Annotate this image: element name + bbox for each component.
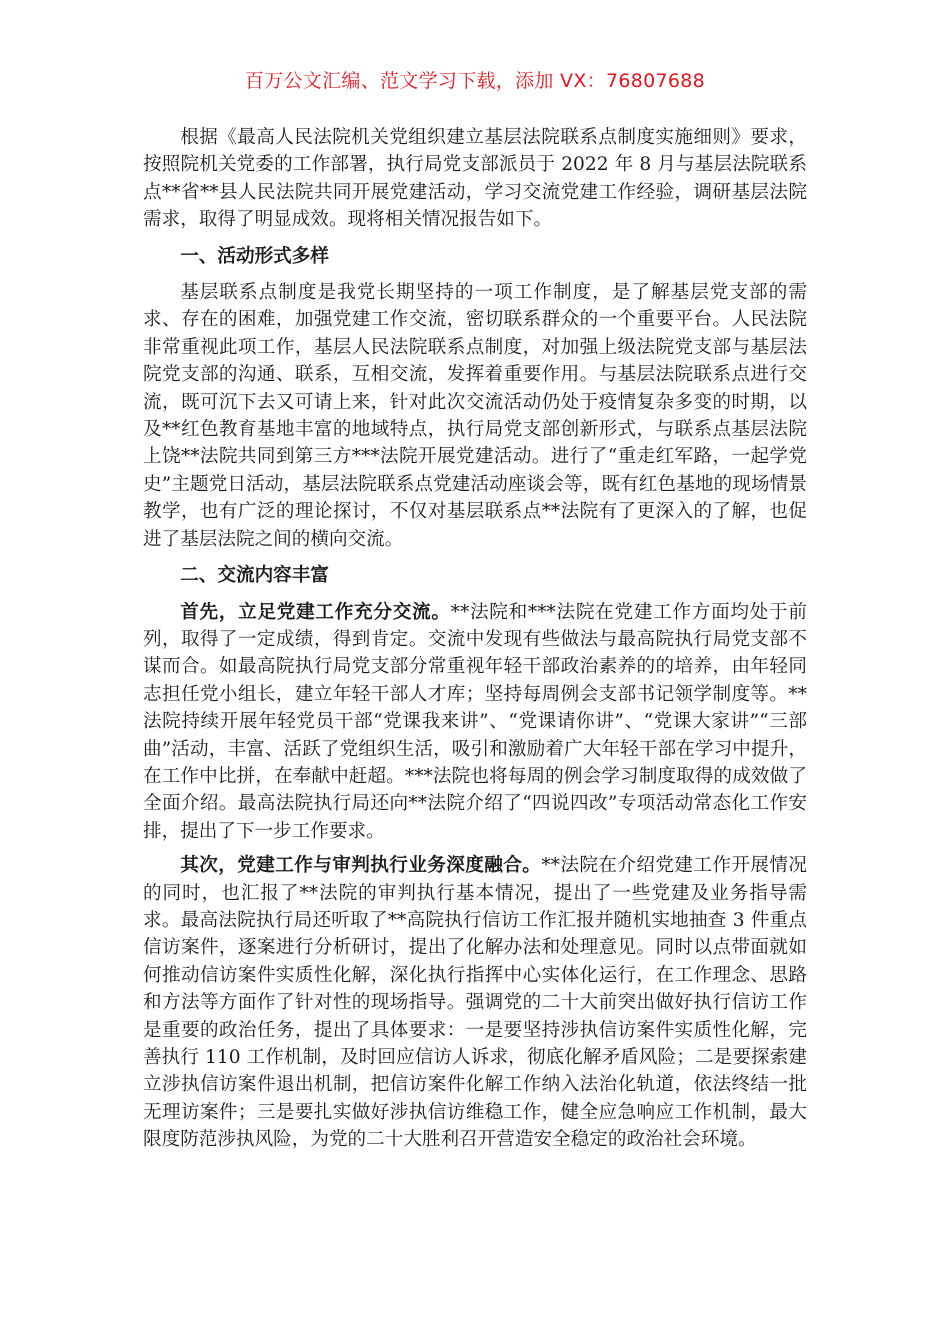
spacer	[143, 590, 807, 599]
spacer	[143, 234, 807, 243]
watermark-banner: 百万公文汇编、范文学习下载，添加 VX：76807688	[244, 70, 706, 92]
section1-paragraph: 基层联系点制度是我党长期坚持的一项工作制度，是了解基层党支部的需求、存在的困难，加强党建工作交流，密切联系群众的一个重要平台。人民法院非常重视此项工作，基层人民法院联系点制度，对加强上级法院党支部与基层法院党支部的沟通、联系，互相交流，发挥着重要作用。与基层法院联系点进行交流，既可沉下去又可请上来，针对此次交流活动仍处于疫情复杂多变的时期，以及**红色教育基地丰富的地域特点，执行局党支部创新形式，与联系点基层法院上饶**法院共同到第三方***法院开展党建活动。进行了“重走红军路，一起学党史”主题党日活动，基层法院联系点党建活动座谈会等，既有红色基地的现场情景教学，也有广泛的理论探讨，不仅对基层联系点**法院有了更深入的了解，也促进了基层法院之间的横向交流。	[143, 282, 807, 550]
section2-paragraph-2	[143, 852, 807, 1153]
section-heading-1: 一、活动形式多样	[180, 245, 329, 267]
spacer	[143, 270, 807, 279]
spacer	[143, 845, 807, 852]
intro-paragraph: 根据《最高人民法院机关党组织建立基层法院联系点制度实施细则》要求，按照院机关党委的工作部署，执行局党支部派员于 2022 年 8 月与基层法院联系点**省**县人民法院共同开展党建活动，学习交流党建工作经验，调研基层法院需求，取得了明显成效。现将相关情况报告如下。	[143, 127, 807, 231]
spacer	[143, 553, 807, 562]
paragraph-text: **法院在介绍党建工作开展情况的同时，也汇报了**法院的审判执行基本情况，提出了一些党建及业务指导需求。最高法院执行局还听取了**高院执行信访工作汇报并随机实地抽查 3 件重点信访案件，逐案进行分析研讨，提出了化解办法和处理意见。同时以点带面就如何推动信访案件实质性化解，深化执行指挥中心实体化运行，在工作理念、思路和方法等方面作了针对性的现场指导。强调党的二十大前突出做好执行信访工作是重要的政治任务，提出了具体要求：一是要坚持涉执信访案件实质性化解，完善执行 110 工作机制，及时回应信访人诉求，彻底化解矛盾风险；二是要探索建立涉执信访案件退出机制，把信访案件化解工作纳入法治化轨道，依法终结一批无理访案件；三是要扎实做好涉执信访维稳工作，健全应急响应工作机制，最大限度防范涉执风险，为党的二十大胜利召开营造安全稳定的政治社会环境。	[143, 855, 807, 1151]
paragraph-lead: 其次，党建工作与审判执行业务深度融合。	[180, 855, 542, 877]
section-heading-2: 二、交流内容丰富	[180, 565, 329, 587]
section2-paragraph-1	[143, 599, 807, 846]
document-body	[143, 124, 807, 1154]
paragraph-lead: 首先，立足党建工作充分交流。	[180, 601, 451, 623]
paragraph-text: **法院和***法院在党建工作方面均处于前列，取得了一定成绩，得到肯定。交流中发现有些做法与最高院执行局党支部不谋而合。如最高院执行局党支部分常重视年轻干部政治素养的的培养，由年轻同志担任党小组长，建立年轻干部人才库；坚持每周例会支部书记领学制度等。**法院持续开展年轻党员干部“党课我来讲”、“党课请你讲”、“党课大家讲”“三部曲”活动，丰富、活跃了党组织生活，吸引和激励着广大年轻干部在学习中提升，在工作中比拼，在奉献中赶超。***法院也将每周的例会学习制度取得的成效做了全面介绍。最高法院执行局还向**法院介绍了“四说四改”专项活动常态化工作安排，提出了下一步工作要求。	[143, 601, 807, 842]
